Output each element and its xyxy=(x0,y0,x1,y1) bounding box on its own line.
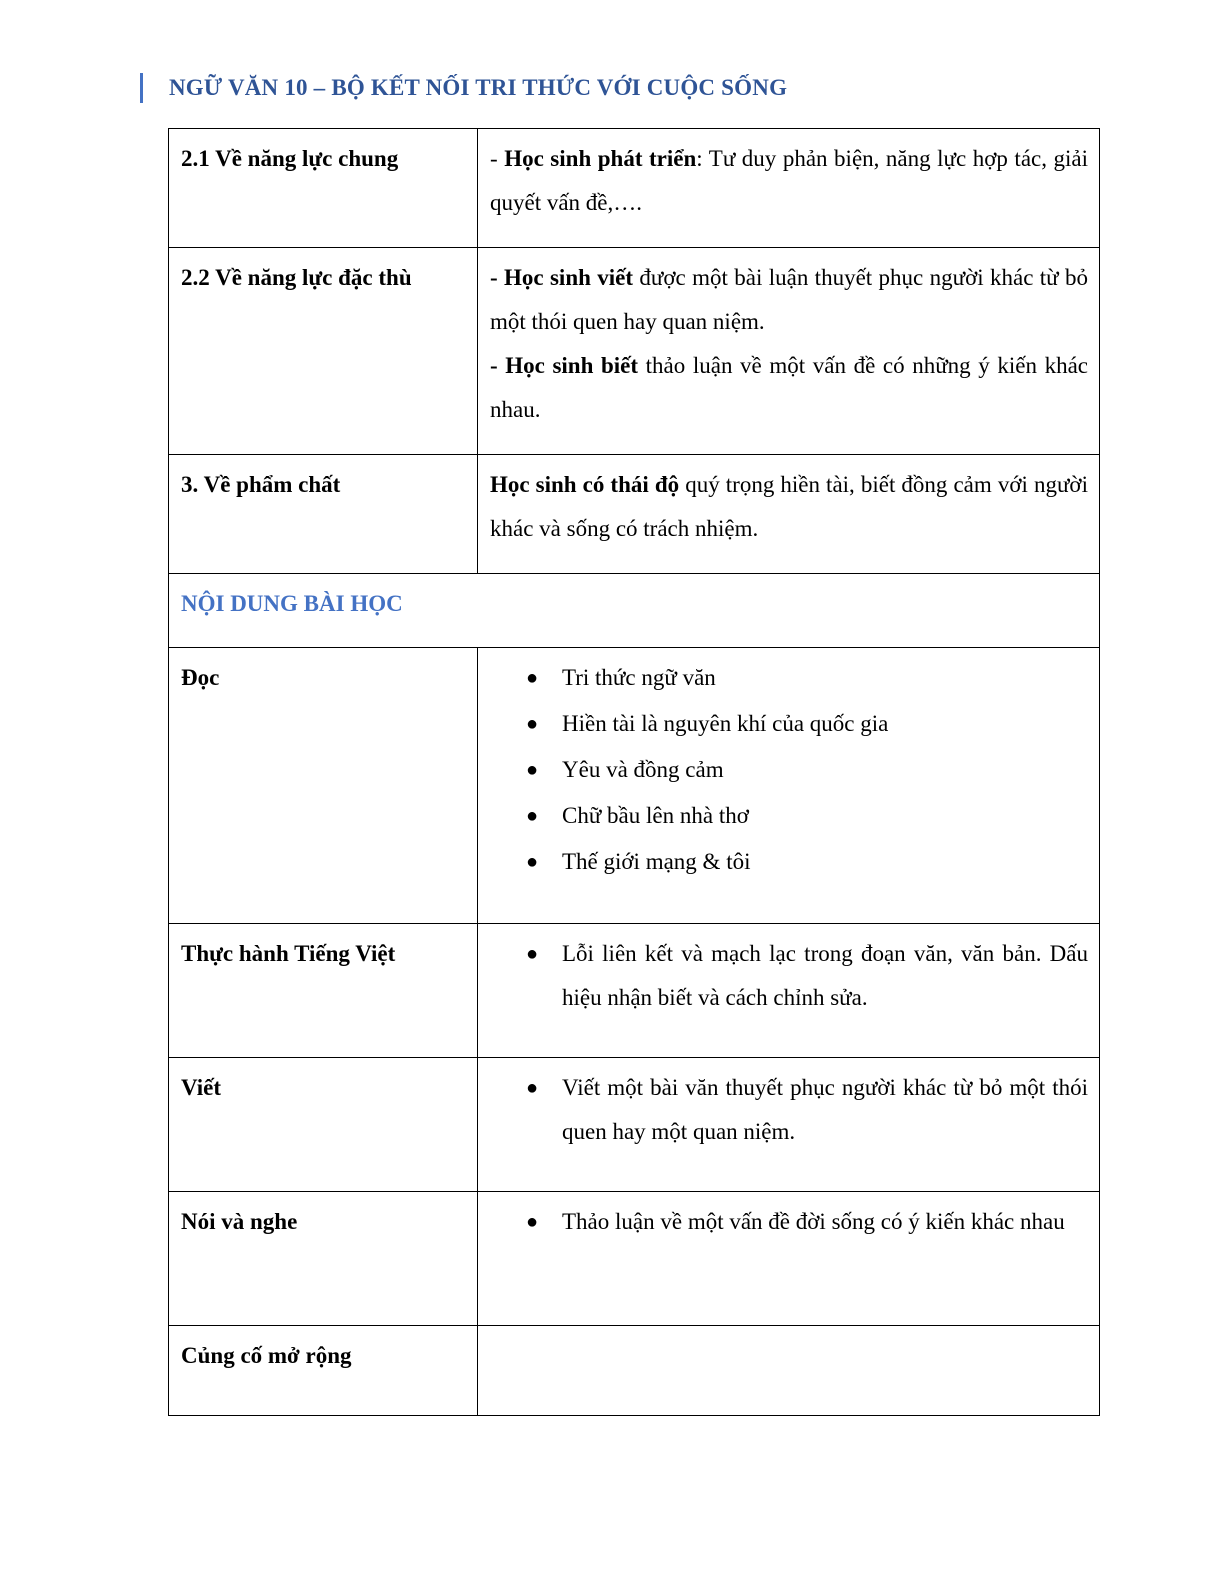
content-text: quý trọng hiền tài, biết đồng cảm với người khác và sống có trách nhiệm. xyxy=(490,472,1088,541)
row-label: 2.1 Về năng lực chung xyxy=(169,129,478,248)
table-row-consolidation xyxy=(169,1326,1100,1416)
row-content xyxy=(478,1058,1100,1192)
list-item-text: Hiền tài là nguyên khí của quốc gia xyxy=(562,711,889,736)
content-text: được một bài luận thuyết phục người khác từ bỏ một thói quen hay quan niệm. xyxy=(490,265,1088,334)
page-header xyxy=(140,72,787,104)
bullet-icon: ● xyxy=(526,943,539,965)
bullet-icon: ● xyxy=(526,1077,539,1099)
bullet-list xyxy=(490,656,1088,884)
row-content xyxy=(478,648,1100,924)
lesson-table xyxy=(168,128,1100,1416)
bullet-icon: ● xyxy=(526,851,539,873)
content-text: thảo luận về một vấn đề có những ý kiến khác nhau. xyxy=(490,353,1088,422)
table-row-general-competence xyxy=(169,129,1100,248)
row-label: Viết xyxy=(169,1058,478,1192)
content-text: : Tư duy phản biện, năng lực hợp tác, giải quyết vấn đề,…. xyxy=(490,146,1088,215)
bullet-list xyxy=(490,1066,1088,1154)
list-item xyxy=(526,748,1088,792)
list-item-text: Thế giới mạng & tôi xyxy=(562,849,751,874)
content-bold: - Học sinh biết xyxy=(490,353,639,378)
list-item xyxy=(526,794,1088,838)
table-row-reading xyxy=(169,648,1100,924)
row-content xyxy=(478,1192,1100,1326)
header-accent-bar xyxy=(140,73,143,103)
list-item-text: Chữ bầu lên nhà thơ xyxy=(562,803,749,828)
content-bold: Học sinh phát triển xyxy=(504,146,697,171)
table-row-vietnamese-practice xyxy=(169,924,1100,1058)
content-bold: - Học sinh viết xyxy=(490,265,634,290)
table-row-qualities xyxy=(169,455,1100,574)
row-content xyxy=(478,924,1100,1058)
row-label: Thực hành Tiếng Việt xyxy=(169,924,478,1058)
row-label: 3. Về phẩm chất xyxy=(169,455,478,574)
content-bold: Học sinh có thái độ xyxy=(490,472,680,497)
row-label: Đọc xyxy=(169,648,478,924)
content-paragraph xyxy=(490,256,1088,344)
list-item xyxy=(526,840,1088,884)
list-item xyxy=(526,656,1088,700)
content-lead: - xyxy=(490,146,505,171)
content-paragraph xyxy=(490,344,1088,432)
bullet-icon: ● xyxy=(526,805,539,827)
table-row-specific-competence xyxy=(169,248,1100,455)
bullet-list xyxy=(490,1200,1088,1244)
table-row-speaking-listening xyxy=(169,1192,1100,1326)
list-item xyxy=(526,1066,1088,1154)
row-content-empty xyxy=(478,1326,1100,1416)
header-title: NGỮ VĂN 10 – BỘ KẾT NỐI TRI THỨC VỚI CUỘC SỐNG xyxy=(169,75,788,100)
row-label: Củng cố mở rộng xyxy=(169,1326,478,1416)
bullet-list xyxy=(490,932,1088,1020)
list-item xyxy=(526,1200,1088,1244)
bullet-icon: ● xyxy=(526,759,539,781)
bullet-icon: ● xyxy=(526,713,539,735)
row-content xyxy=(478,248,1100,455)
bullet-icon: ● xyxy=(526,667,539,689)
section-title: NỘI DUNG BÀI HỌC xyxy=(169,574,1100,648)
list-item-text: Yêu và đồng cảm xyxy=(562,757,724,782)
list-item-text: Viết một bài văn thuyết phục người khác từ bỏ một thói quen hay một quan niệm. xyxy=(562,1075,1088,1144)
list-item-text: Tri thức ngữ văn xyxy=(562,665,716,690)
row-label: 2.2 Về năng lực đặc thù xyxy=(169,248,478,455)
bullet-icon: ● xyxy=(526,1211,539,1233)
list-item xyxy=(526,702,1088,746)
table-row-writing xyxy=(169,1058,1100,1192)
row-content xyxy=(478,129,1100,248)
row-content xyxy=(478,455,1100,574)
list-item-text: Lỗi liên kết và mạch lạc trong đoạn văn, văn bản. Dấu hiệu nhận biết và cách chỉnh sửa. xyxy=(562,941,1088,1010)
list-item-text: Thảo luận về một vấn đề đời sống có ý kiến khác nhau xyxy=(562,1209,1065,1234)
table-row-section-title xyxy=(169,574,1100,648)
row-label: Nói và nghe xyxy=(169,1192,478,1326)
list-item xyxy=(526,932,1088,1020)
